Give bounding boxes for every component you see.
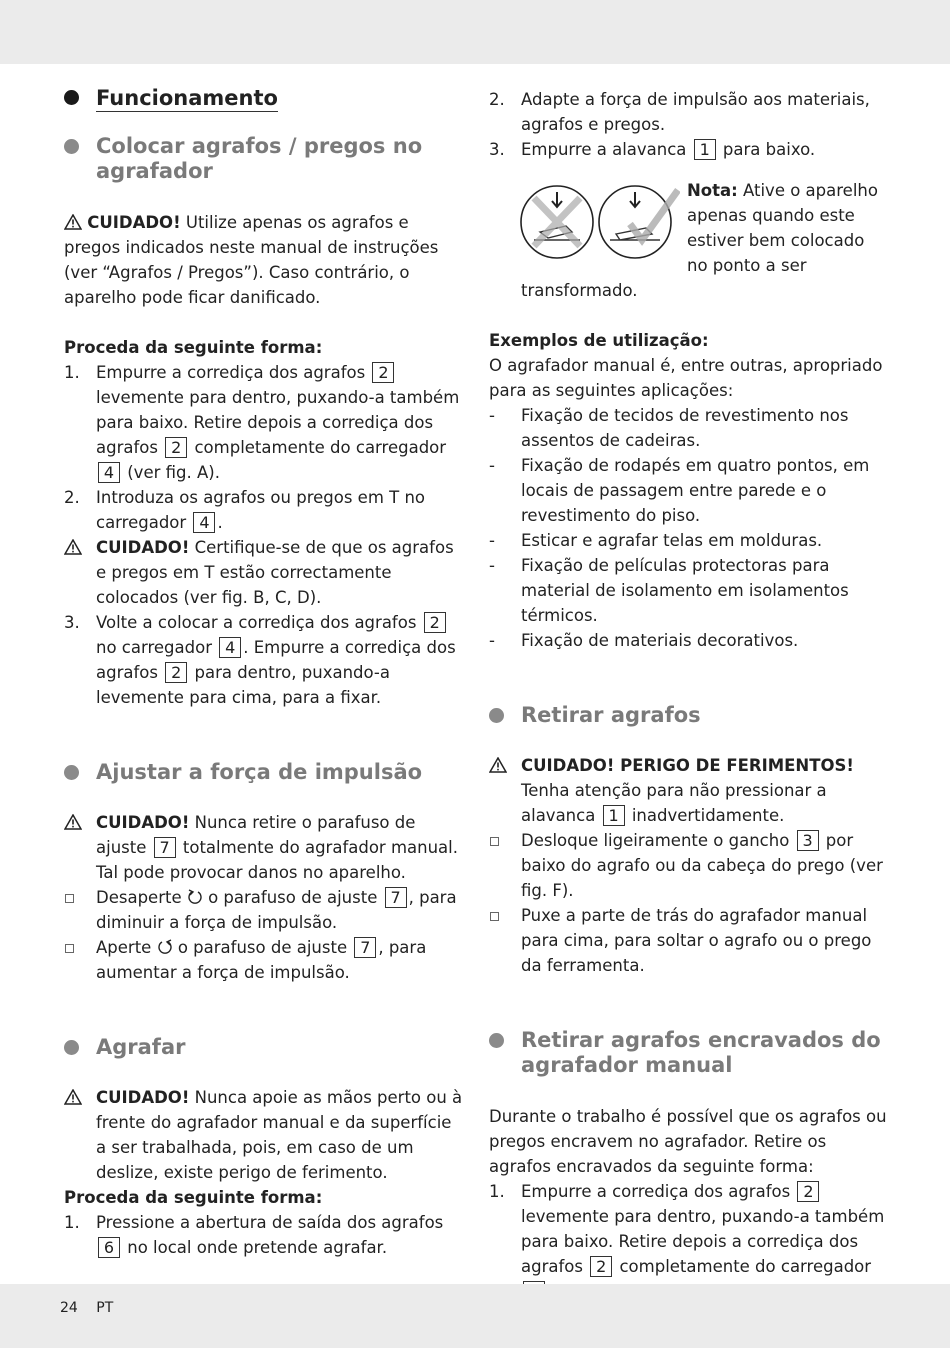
ref-2: 2 (424, 612, 446, 633)
ref-1: 1 (603, 805, 625, 826)
ref-2: 2 (590, 1256, 612, 1277)
list-item: 1. Pressione a abertura de saída dos agrafos 6 no local onde pretende agrafar. (64, 1213, 444, 1257)
right-column (489, 84, 889, 1304)
list-item: 3. Empurre a alavanca 1 para baixo. (489, 140, 816, 159)
square-bullet-icon (490, 912, 499, 921)
left-column (64, 84, 464, 1260)
procedure-heading: Proceda da seguinte forma: (64, 1188, 323, 1207)
warning-triangle-icon (489, 757, 507, 773)
ref-2: 2 (372, 362, 394, 383)
bullet-dot-icon (64, 1040, 79, 1055)
list-item: 2. Adapte a força de impulsão aos materiais, agrafos e pregos. (489, 90, 870, 134)
heading-encravados: Retirar agrafos encravados do agrafador manual (489, 1028, 889, 1078)
list-item: Puxe a parte de trás do agrafador manual para cima, para soltar o agrafo ou o prego da ferramenta. (489, 903, 889, 978)
list-item: - Fixação de rodapés em quatro pontos, em locais de passagem entre parede e o revestimento do piso. (489, 456, 870, 525)
bottom-band (0, 1284, 950, 1348)
ref-2: 2 (797, 1181, 819, 1202)
stapler-usage-figure (520, 184, 680, 260)
ref-2: 2 (165, 662, 187, 683)
examples-intro: O agrafador manual é, entre outras, apropriado para as seguintes aplicações: (489, 356, 883, 400)
rotate-cw-icon (157, 939, 173, 955)
heading-colocar: Colocar agrafos / pregos no agrafador (64, 134, 464, 184)
list-item-warning: CUIDADO! Certifique-se de que os agrafos e pregos em T estão correctamente colocados (ver fig. B, C, D). (64, 535, 464, 610)
square-bullet-icon (65, 944, 74, 953)
list-item: - Fixação de tecidos de revestimento nos assentos de cadeiras. (489, 406, 849, 450)
ref-1: 1 (694, 139, 716, 160)
list-item: Desloque ligeiramente o gancho 3 por baixo do agrafo ou da cabeça do prego (ver fig. F). (489, 828, 889, 903)
examples-heading: Exemplos de utilização: (489, 331, 709, 350)
rotate-ccw-icon (187, 889, 203, 905)
bullet-dot-icon (64, 90, 79, 105)
warning-triangle-icon (64, 1089, 82, 1105)
page-footer (60, 1300, 127, 1316)
list-item: 2. Introduza os agrafos ou pregos em T no carregador 4 . (64, 488, 426, 532)
ref-4: 4 (193, 512, 215, 533)
square-bullet-icon (65, 894, 74, 903)
encravados-intro: Durante o trabalho é possível que os agrafos ou pregos encravem no agrafador. Retire os agrafos encravados da seguinte forma: (489, 1107, 887, 1176)
list-item: - Esticar e agrafar telas em molduras. (489, 531, 823, 550)
bullet-dot-icon (489, 1033, 504, 1048)
ref-3: 3 (797, 830, 819, 851)
nota-paragraph: Nota: Ative o aparelho apenas quando este estiver bem colocado no ponto a ser (687, 181, 878, 275)
list-item: 3. Volte a colocar a corrediça dos agrafos 2 no carregador 4 . Empurre a corrediça dos agrafos 2 para dentro, puxando-a levemente para cima, para a fixar. (64, 613, 456, 707)
language-code: PT (96, 1300, 114, 1316)
ref-7: 7 (154, 837, 176, 858)
warning-triangle-icon (64, 214, 82, 230)
bullet-dot-icon (64, 765, 79, 780)
ref-4: 4 (98, 462, 120, 483)
nota-tail: transformado. (521, 281, 638, 300)
list-item: Aperte o parafuso de ajuste 7 , para aumentar a força de impulsão. (64, 935, 464, 985)
ref-6: 6 (98, 1237, 120, 1258)
heading-retirar: Retirar agrafos (489, 703, 889, 728)
list-item-warning: CUIDADO! Nunca retire o parafuso de ajuste 7 totalmente do agrafador manual. Tal pode provocar danos no aparelho. (64, 810, 464, 885)
warning-triangle-icon (64, 539, 82, 555)
bullet-dot-icon (64, 139, 79, 154)
top-band (0, 0, 950, 64)
list-item: 1. Empurre a corrediça dos agrafos 2 levemente para dentro, puxando-a também para baixo. Retire depois a corrediça dos agrafos 2 completamente do carregador (489, 1179, 889, 1304)
list-item: - Fixação de materiais decorativos. (489, 631, 799, 650)
page-number: 24 (60, 1300, 78, 1316)
list-item: Desaperte o parafuso de ajuste 7 , para diminuir a força de impulsão. (64, 885, 464, 935)
list-item-warning: CUIDADO! PERIGO DE FERIMENTOS! Tenha atenção para não pressionar a alavanca 1 inadvertidamente. (489, 753, 889, 828)
heading-agrafar: Agrafar (64, 1035, 464, 1060)
list-item: - Fixação de películas protectoras para material de isolamento em isolamentos térmicos. (489, 556, 849, 625)
ref-2: 2 (165, 437, 187, 458)
heading-ajustar: Ajustar a força de impulsão (64, 760, 464, 785)
ref-7: 7 (354, 937, 376, 958)
ref-7: 7 (385, 887, 407, 908)
warning-triangle-icon (64, 814, 82, 830)
list-item: 1. Empurre a corrediça dos agrafos 2 levemente para dentro, puxando-a também para baixo. Retire depois a corrediça dos agrafos 2 completamente do carregador 4 (ver fig. A). (64, 363, 460, 482)
ref-4: 4 (219, 637, 241, 658)
nota-block (489, 176, 889, 308)
procedure-heading: Proceda da seguinte forma: (64, 338, 323, 357)
section-heading-funcionamento: Funcionamento (64, 84, 464, 112)
list-item-warning: CUIDADO! Nunca apoie as mãos perto ou à frente do agrafador manual e da superfície a ser trabalhada, pois, em caso de um deslize, existe perigo de ferimento. (64, 1085, 464, 1185)
bullet-dot-icon (489, 708, 504, 723)
caution-paragraph: CUIDADO! Utilize apenas os agrafos e pregos indicados neste manual de instruções (ver “Agrafos / Pregos”). Caso contrário, o aparelho pode ficar danificado. (64, 213, 439, 307)
square-bullet-icon (490, 837, 499, 846)
